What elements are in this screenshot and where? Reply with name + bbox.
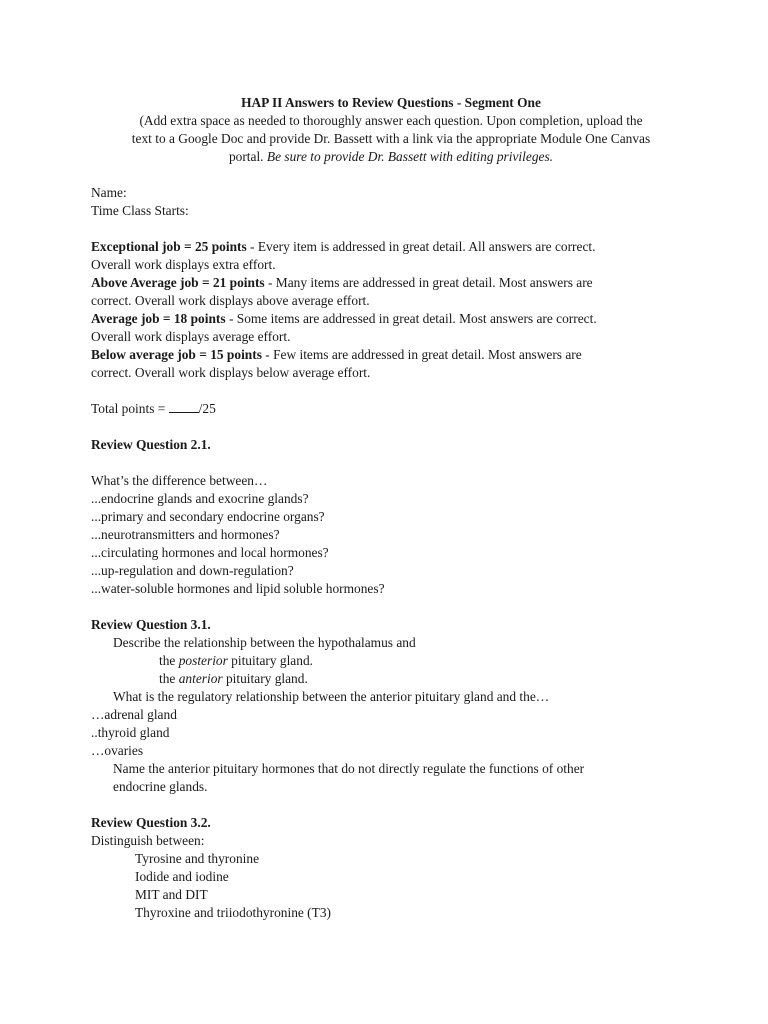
total-points-blank (169, 400, 199, 413)
rubric-label: Above Average job = 21 points (91, 275, 265, 290)
question-3-1-heading: Review Question 3.1. (91, 617, 211, 632)
instructions-line-3 (81, 148, 701, 166)
time-field-label: Time Class Starts: (91, 203, 189, 218)
total-points-label: Total points = (91, 401, 169, 416)
instructions-line-2: text to a Google Doc and provide Dr. Bassett with a link via the appropriate Module One Canvas (131, 131, 651, 146)
name-field-label: Name: (91, 185, 127, 200)
question-3-2-lead: Distinguish between: (91, 833, 205, 848)
rubric-item (91, 238, 691, 274)
rubric-description-cont: Overall work displays average effort. (91, 329, 291, 344)
list-item: ...endocrine glands and exocrine glands? (91, 491, 309, 506)
total-points (91, 400, 691, 418)
rubric-description: - Every item is addressed in great detail. All answers are correct. (246, 239, 596, 254)
list-item: Thyroxine and triiodothyronine (T3) (135, 905, 331, 920)
rubric-label: Average job = 18 points (91, 311, 226, 326)
posterior-prefix: the (159, 653, 179, 668)
rubric-description-cont: Overall work displays extra effort. (91, 257, 276, 272)
instructions-line-1: (Add extra space as needed to thoroughly answer each question. Upon completion, upload the (139, 113, 643, 128)
question-3-1-name-hormones: Name the anterior pituitary hormones that do not directly regulate the functions of other (113, 761, 585, 776)
question-2-1-heading: Review Question 2.1. (91, 437, 211, 452)
question-3-1-name-hormones-cont: endocrine glands. (113, 779, 208, 794)
rubric-description: - Few items are addressed in great detail. Most answers are (261, 347, 582, 362)
posterior-line (91, 652, 691, 670)
rubric-description: - Many items are addressed in great detail. Most answers are (264, 275, 593, 290)
anterior-prefix: the (159, 671, 179, 686)
anterior-word: anterior (178, 671, 223, 686)
rubric-label: Below average job = 15 points (91, 347, 262, 362)
rubric-item (91, 346, 691, 382)
anterior-line (91, 670, 691, 688)
list-item: ..thyroid gland (91, 725, 170, 740)
list-item: MIT and DIT (135, 887, 208, 902)
question-2-1-lead: What’s the difference between… (91, 473, 268, 488)
list-item: …adrenal gland (91, 707, 177, 722)
rubric-item (91, 310, 691, 346)
rubric-description-cont: correct. Overall work displays below average effort. (91, 365, 371, 380)
list-item: ...up-regulation and down-regulation? (91, 563, 294, 578)
instructions-portal: portal. (228, 149, 267, 164)
grading-rubric (91, 238, 691, 382)
rubric-item (91, 274, 691, 310)
list-item: Tyrosine and thyronine (135, 851, 260, 866)
rubric-description: - Some items are addressed in great detail. Most answers are correct. (225, 311, 597, 326)
total-points-max: /25 (198, 401, 216, 416)
document-title: HAP II Answers to Review Questions - Segment One (241, 95, 541, 110)
list-item: ...primary and secondary endocrine organs? (91, 509, 325, 524)
rubric-description-cont: correct. Overall work displays above average effort. (91, 293, 370, 308)
list-item: ...neurotransmitters and hormones? (91, 527, 280, 542)
instructions (81, 112, 701, 166)
rubric-label: Exceptional job = 25 points (91, 239, 247, 254)
list-item: …ovaries (91, 743, 144, 758)
anterior-suffix: pituitary gland. (222, 671, 308, 686)
instructions-editing-note: Be sure to provide Dr. Bassett with editing privileges. (266, 149, 554, 164)
list-item: ...circulating hormones and local hormones? (91, 545, 329, 560)
question-3-2-heading: Review Question 3.2. (91, 815, 211, 830)
document-content (91, 94, 691, 922)
list-item: Iodide and iodine (135, 869, 229, 884)
question-3-1-describe: Describe the relationship between the hypothalamus and (113, 635, 416, 650)
list-item: ...water-soluble hormones and lipid soluble hormones? (91, 581, 385, 596)
posterior-suffix: pituitary gland. (227, 653, 313, 668)
posterior-word: posterior (178, 653, 228, 668)
question-3-1-regulatory: What is the regulatory relationship between the anterior pituitary gland and the… (113, 689, 550, 704)
